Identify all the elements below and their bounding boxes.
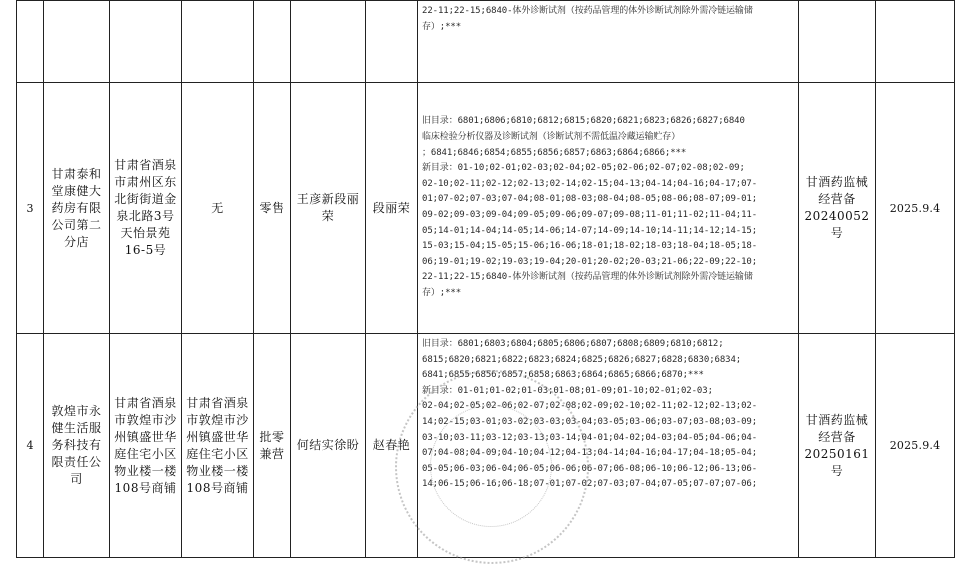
- operation-mode: 批零兼营: [254, 334, 291, 558]
- business-address: 甘肃省酒泉市肃州区东北街街道金泉北路3号天怡景苑16-5号: [110, 83, 182, 334]
- warehouse-address: 无: [182, 83, 254, 334]
- company-name: 敦煌市永健生活服务科技有限责任公司: [44, 334, 110, 558]
- scope-line: ；6841;6846;6854;6855;6856;6857;6863;6864;6866;***: [422, 147, 687, 158]
- scope-line: 05;14-01;14-04;14-05;14-06;14-07;14-09;14-10;14-11;14-12;14-15;: [422, 225, 758, 236]
- legal-representative: 王彦新段丽荣: [291, 83, 366, 334]
- license-number: 甘酒药监械经营备20240052号: [799, 83, 876, 334]
- record-date: 2025.9.4: [876, 334, 955, 558]
- scope-line: 6841;6855;6856;6857;6858;6863;6864;6865;6866;6870;***: [422, 370, 704, 381]
- scope-line: 新目录：01-01;01-02;01-03;01-08;01-09;01-10;02-01;02-03;: [422, 385, 713, 396]
- scope-cell: [418, 83, 799, 334]
- scope-cell: [418, 1, 799, 83]
- operation-mode: 零售: [254, 83, 291, 334]
- scope-line: 旧目录：6801;6806;6810;6812;6815;6820;6821;6823;6826;6827;6840: [422, 116, 745, 127]
- scope-line: 01;07-02;07-03;07-04;08-01;08-03;08-04;08-05;08-06;08-07;09-01;: [422, 194, 758, 205]
- business-address: 甘肃省酒泉市敦煌市沙州镇盛世华庭住宅小区物业楼一楼108号商铺: [110, 334, 182, 558]
- table-row: [17, 83, 955, 334]
- scope-line: 07;04-08;04-09;04-10;04-12;04-13;04-14;04-16;04-17;04-18;05-04;: [422, 448, 758, 459]
- quality-manager: 段丽荣: [366, 83, 418, 334]
- license-number: 甘酒药监械经营备20250161号: [799, 334, 876, 558]
- scope-line: 03-10;03-11;03-12;03-13;03-14;04-01;04-02;04-03;04-05;04-06;04-: [422, 432, 758, 443]
- scope-line: 02-04;02-05;02-06;02-07;02-08;02-09;02-10;02-11;02-12;02-13;02-: [422, 401, 758, 412]
- table-row: [17, 1, 955, 83]
- scope-line: 22-11;22-15;6840-体外诊断试剂（按药品管理的体外诊断试剂除外需冷链运输储: [422, 272, 753, 283]
- scope-line: 22-11;22-15;6840-体外诊断试剂（按药品管理的体外诊断试剂除外需冷链运输储: [422, 6, 753, 16]
- table-row: [17, 334, 955, 558]
- scope-line: 旧目录：6801;6803;6804;6805;6806;6807;6808;6809;6810;6812;: [422, 339, 724, 349]
- scope-line: 临床检验分析仪器及诊断试剂（诊断试剂不需低温冷藏运输贮存）: [422, 132, 681, 143]
- quality-manager: 赵春艳: [366, 334, 418, 558]
- record-table: [16, 0, 955, 558]
- scope-line: 15-03;15-04;15-05;15-06;16-06;18-01;18-02;18-03;18-04;18-05;18-: [422, 241, 758, 252]
- scope-line: 存）;***: [422, 287, 462, 298]
- row-index: 4: [17, 334, 44, 558]
- scope-line: 14;02-15;03-01;03-02;03-03;03-04;03-05;03-06;03-07;03-08;03-09;: [422, 416, 758, 427]
- record-date: 2025.9.4: [876, 83, 955, 334]
- scope-cell: [418, 334, 799, 558]
- row-index: 3: [17, 83, 44, 334]
- scope-line: 09-02;09-03;09-04;09-05;09-06;09-07;09-08;11-01;11-02;11-04;11-: [422, 210, 758, 220]
- scope-line: 新目录：01-10;02-01;02-03;02-04;02-05;02-06;02-07;02-08;02-09;: [422, 163, 745, 174]
- scope-line: 06;19-01;19-02;19-03;19-04;20-01;20-02;20-03;21-06;22-09;22-10;: [422, 256, 758, 267]
- legal-representative: 何结实徐盼: [291, 334, 366, 558]
- scope-line: 存）;***: [422, 21, 462, 32]
- scope-line: 14;06-15;06-16;06-18;07-01;07-02;07-03;07-04;07-05;07-07;07-06;: [422, 479, 758, 490]
- scope-line: 02-10;02-11;02-12;02-13;02-14;02-15;04-13;04-14;04-16;04-17;07-: [422, 178, 758, 189]
- warehouse-address: 甘肃省酒泉市敦煌市沙州镇盛世华庭住宅小区物业楼一楼108号商铺: [182, 334, 254, 558]
- scope-line: 6815;6820;6821;6822;6823;6824;6825;6826;6827;6828;6830;6834;: [422, 354, 742, 365]
- company-name: 甘肃泰和堂康健大药房有限公司第二分店: [44, 83, 110, 334]
- scope-line: 05-05;06-03;06-04;06-05;06-06;06-07;06-08;06-10;06-12;06-13;06-: [422, 463, 758, 474]
